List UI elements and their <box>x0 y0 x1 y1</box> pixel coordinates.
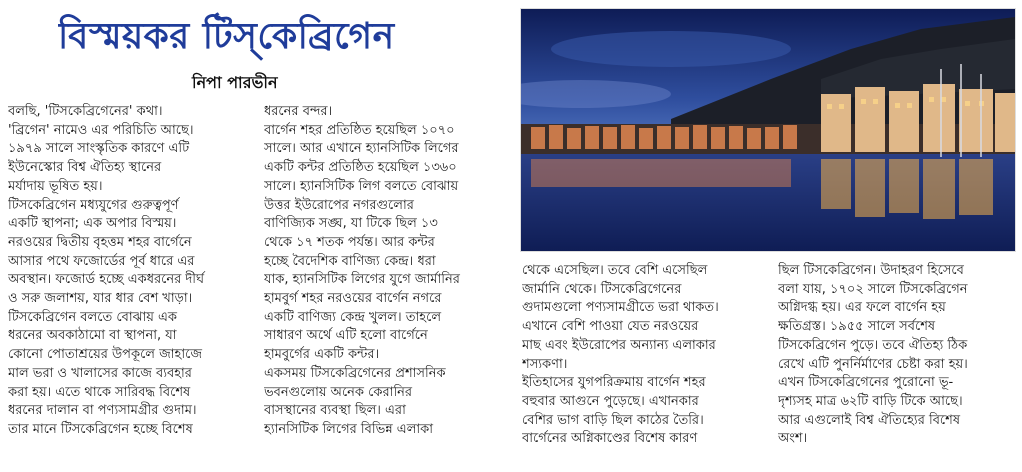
article-column-2 <box>264 103 518 468</box>
article-line: মাছ এবং ইউরোপের অন্যান্য এলাকার <box>522 337 716 353</box>
article-column-1 <box>8 103 260 468</box>
article-line: থেকে এসেছিল। তবে বেশি এসেছিল <box>522 263 708 278</box>
article-line: মর্যাদায় ভূষিত হয়। <box>8 178 103 194</box>
article-line: অবস্থান। ফজোর্ড হচ্ছে একধরনের দীর্ঘ <box>8 272 204 288</box>
article-line: বেশির ভাগ বাড়ি ছিল কাঠের তৈরি। <box>522 412 704 428</box>
harbor-photo-icon <box>521 9 1015 251</box>
article-line: যাক, হ্যানসিটিক লিগের যুগে জার্মানির <box>264 272 460 288</box>
article-line: হ্যানসিটিক লিগের বিভিন্ন এলাকা <box>264 421 434 437</box>
article-line: টিসকেব্রিগেন বলতে বোঝায় এক <box>8 309 178 325</box>
article-line: ইউনেস্কোর বিশ্ব ঐতিহ্য স্থানের <box>8 160 162 176</box>
article-line: একটি বাণিজ্য কেন্দ্র খুলল। তাহলে <box>264 309 442 325</box>
article-line: ইতিহাসের যুগপরিক্রমায় বার্গেন শহর <box>522 375 706 391</box>
bryggen-harbor-photo <box>520 8 1016 252</box>
article-line: ক্ষতিগ্রস্ত। ১৯৫৫ সালে সর্বশেষ <box>778 319 936 335</box>
article-column-3 <box>522 262 772 468</box>
article-line: টিসকেব্রিগেন পুড়ে। তবে ঐতিহ্য ঠিক <box>778 337 968 353</box>
article-line: অগ্নিদগ্ধ হয়। এর ফলে বার্গেন হয় <box>778 300 946 316</box>
article-line: আর এগুলোই বিশ্ব ঐতিহ্যের বিশেষ <box>778 412 961 428</box>
article-line: ১৯৭৯ সালে সাংস্কৃতিক কারণে এটি <box>8 141 190 157</box>
article-line: উত্তর ইউরোপের নগরগুলোর <box>264 197 414 213</box>
article-line: বহুবার আগুনে পুড়েছে। এখানকার <box>522 393 699 409</box>
article-line: করা হয়। এতে থাকে সারিবদ্ধ বিশেষ <box>8 384 191 400</box>
article-line: একটি স্থাপনা; এক অপার বিস্ময়। <box>8 216 177 232</box>
article-line: সালে। আর এখানে হ্যানসিটিক লিগের <box>264 141 459 157</box>
article-line: শস্যকণা। <box>522 356 568 372</box>
article-line: বলা যায়, ১৭০২ সালে টিসকেব্রিগেন <box>778 281 968 297</box>
article-line: ধরনের অবকাঠামো বা স্থাপনা, যা <box>8 328 177 344</box>
article-line: ও সরু জলাশয়, যার ধার বেশ খাড়া। <box>8 291 193 307</box>
article-line: তার মানে টিসকেব্রিগেন হচ্ছে বিশেষ <box>8 421 193 437</box>
article-line: হচ্ছে বৈদেশিক বাণিজ্য কেন্দ্র। ধরা <box>264 253 436 269</box>
article-line: টিসকেব্রিগেন মধ্যযুগের গুরুত্বপূর্ণ <box>8 197 179 213</box>
article-line: গুদামগুলো পণ্যসামগ্রীতে ভরা থাকত। <box>522 300 719 316</box>
article-line: থেকে ১৭ শতক পর্যন্ত। আর কন্টর <box>264 234 435 250</box>
article-line: আসার পথে ফজোর্ডের পূর্ব ধারে এর <box>8 253 195 269</box>
article-line: ধরনের দালান বা পণ্যসামগ্রীর গুদাম। <box>8 403 197 419</box>
article-line: মাল ভরা ও খালাসের কাজে ব্যবহার <box>8 365 192 381</box>
article-line: ধরনের বন্দর। <box>264 104 333 119</box>
article-line: দৃশ্যসহ মাত্র ৬২টি বাড়ি টিকে আছে। <box>778 393 963 409</box>
author-byline: নিপা পারভীন <box>192 73 278 92</box>
article-line: নরওয়ের দ্বিতীয় বৃহত্তম শহর বার্গেনে <box>8 234 192 250</box>
article-line: এখানে বেশি পাওয়া যেত নরওয়ের <box>522 319 699 335</box>
article-line: অংশ। <box>778 431 808 447</box>
article-line: একসময় টিসকেব্রিগেনের প্রশাসনিক <box>264 365 446 381</box>
article-line: হামবুর্গের একটি কন্টর। <box>264 347 380 363</box>
article-line: সালে। হ্যানসিটিক লিগ বলতে বোঝায় <box>264 178 459 194</box>
article-line: ভবনগুলোয় অনেক কেরানির <box>264 384 413 400</box>
article-title: বিস্ময়কর টিস্‌কেব্রিগেন <box>58 16 395 57</box>
article-line: হামবুর্গ শহর নরওয়ের বার্গেন নগরে <box>264 291 442 307</box>
article-line: বলছি, 'টিসকেব্রিগেনের' কথা। <box>8 104 163 119</box>
article-line: সাধারণ অর্থে এটি হলো বার্গেনে <box>264 328 428 344</box>
article-line: বার্গেনের অগ্নিকাণ্ডের বিশেষ কারণ <box>522 431 698 447</box>
article-line: বাসস্থানের ব্যবস্থা ছিল। এরা <box>264 403 406 419</box>
article-line: 'ব্রিগেন' নামেও এর পরিচিতি আছে। <box>8 122 194 138</box>
article-line: কোনো পোতাশ্রয়ের উপকূলে জাহাজে <box>8 347 202 363</box>
article-line: ছিল টিসকেব্রিগেন। উদাহরণ হিসেবে <box>778 263 964 278</box>
article-line: একটি কন্টর প্রতিষ্ঠিত হয়েছিল ১৩৬০ <box>264 160 457 176</box>
article-line: এখন টিসকেব্রিগেনের পুরোনো ভূ- <box>778 375 954 391</box>
article-line: বার্গেন শহর প্রতিষ্ঠিত হয়েছিল ১০৭০ <box>264 122 455 138</box>
article-column-4 <box>778 262 1018 468</box>
article-line: রেখে এটি পুনর্নির্মাণের চেষ্টা করা হয়। <box>778 356 968 372</box>
article-line: বাণিজ্যিক সঙ্ঘ, যা টিকে ছিল ১৩ <box>264 216 438 232</box>
article-line: জার্মানি থেকে। টিসকেব্রিগেনের <box>522 281 682 297</box>
